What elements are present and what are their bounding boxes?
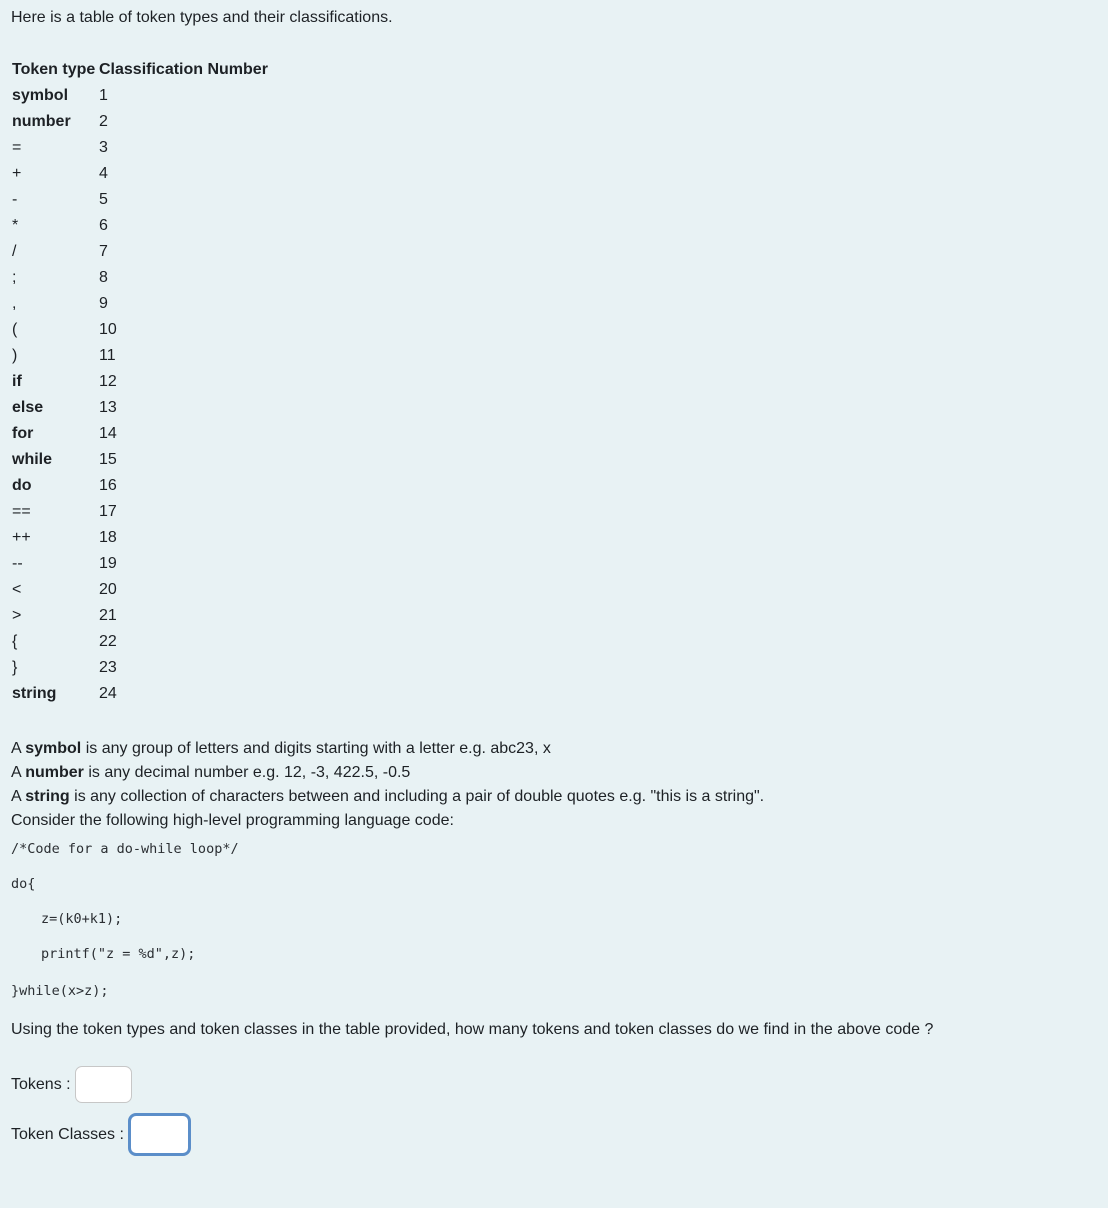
consider-text: Consider the following high-level programming language code: (11, 812, 454, 829)
token-type-cell: { (12, 633, 18, 650)
classification-number-cell: 2 (99, 113, 108, 130)
classification-number-cell: 7 (99, 243, 108, 260)
token-type-cell: - (12, 191, 18, 208)
token-type-cell: == (12, 503, 31, 520)
token-type-cell: while (12, 451, 53, 468)
token-type-cell: / (12, 243, 17, 260)
token-table-row (11, 655, 269, 681)
classification-number-cell: 23 (99, 659, 117, 676)
token-table-row (11, 629, 269, 655)
token-classes-input[interactable] (128, 1113, 191, 1156)
classification-number-cell: 4 (99, 165, 108, 182)
token-table-row (11, 213, 269, 239)
token-type-cell: * (12, 217, 19, 234)
token-table-row (11, 551, 269, 577)
token-table-row (11, 83, 269, 109)
definition-prefix: A (11, 764, 26, 781)
classification-number-cell: 5 (99, 191, 108, 208)
token-table-row (11, 681, 269, 707)
definition-text: is any collection of characters between and including a pair of double quotes e.g. "this is a string". (69, 788, 765, 805)
definition-term: symbol (25, 740, 82, 757)
tokens-label: Tokens : (11, 1075, 71, 1093)
token-type-cell: } (12, 659, 18, 676)
token-type-cell: ++ (12, 529, 31, 546)
classification-number-cell: 16 (99, 477, 117, 494)
classification-number-cell: 6 (99, 217, 108, 234)
token-type-cell: ; (12, 269, 17, 286)
token-classes-label: Token Classes : (11, 1125, 124, 1143)
token-table-row (11, 421, 269, 447)
definition-text: is any group of letters and digits starting with a letter e.g. abc23, x (81, 740, 551, 757)
column-header-token-type: Token type (12, 61, 96, 78)
token-table-row (11, 525, 269, 551)
token-type-cell: ) (12, 347, 18, 364)
classification-number-cell: 11 (99, 347, 116, 364)
classification-number-cell: 21 (99, 607, 117, 624)
classification-number-cell: 14 (99, 425, 117, 442)
token-type-cell: ( (12, 321, 18, 338)
classification-number-cell: 13 (99, 399, 117, 416)
token-type-cell: string (12, 685, 57, 702)
token-table (11, 57, 269, 707)
code-line-3: printf("z = %d",z); (41, 946, 196, 962)
classification-number-cell: 1 (99, 87, 108, 104)
token-table-row (11, 577, 269, 603)
definition-prefix: A (11, 788, 26, 805)
token-table-row (11, 603, 269, 629)
tokens-field-row (11, 1066, 1101, 1103)
token-table-row (11, 499, 269, 525)
token-type-cell: , (12, 295, 17, 312)
classification-number-cell: 8 (99, 269, 108, 286)
classification-number-cell: 9 (99, 295, 108, 312)
classification-number-cell: 22 (99, 633, 117, 650)
tokens-input[interactable] (75, 1066, 132, 1103)
classification-number-cell: 12 (99, 373, 117, 390)
definition-number (11, 761, 1101, 785)
classification-number-cell: 10 (99, 321, 117, 338)
intro-text: Here is a table of token types and their classifications. (11, 9, 393, 26)
token-type-cell: if (12, 373, 22, 390)
token-type-cell: else (12, 399, 44, 416)
token-type-cell: + (12, 165, 22, 182)
token-type-cell: = (12, 139, 22, 156)
code-line-2: z=(k0+k1); (41, 911, 123, 927)
definition-term: number (25, 764, 84, 781)
token-table-row (11, 109, 269, 135)
token-table-row (11, 291, 269, 317)
token-table-row (11, 447, 269, 473)
question-content (11, 8, 1101, 1156)
classification-number-cell: 3 (99, 139, 108, 156)
token-classes-field-row (11, 1113, 1101, 1156)
definition-text: is any decimal number e.g. 12, -3, 422.5, -0.5 (83, 764, 411, 781)
code-block (11, 841, 1101, 999)
definitions (11, 737, 1101, 833)
code-line-4: }while(x>z); (11, 983, 109, 999)
token-table-row (11, 317, 269, 343)
column-header-classification-number: Classification Number (99, 61, 268, 78)
token-table-header-row (11, 57, 269, 83)
token-type-cell: symbol (12, 87, 69, 104)
classification-number-cell: 20 (99, 581, 117, 598)
code-line-1: do{ (11, 876, 36, 892)
token-table-row (11, 161, 269, 187)
token-table-row (11, 395, 269, 421)
classification-number-cell: 15 (99, 451, 117, 468)
token-type-cell: for (12, 425, 34, 442)
definition-string (11, 785, 1101, 809)
classification-number-cell: 17 (99, 503, 117, 520)
token-table-row (11, 369, 269, 395)
definition-term: string (25, 788, 70, 805)
token-table-row (11, 343, 269, 369)
token-type-cell: > (12, 607, 22, 624)
definition-symbol (11, 737, 1101, 761)
classification-number-cell: 19 (99, 555, 117, 572)
token-type-cell: number (12, 113, 71, 130)
token-type-cell: -- (12, 555, 23, 572)
classification-number-cell: 24 (99, 685, 117, 702)
token-table-row (11, 239, 269, 265)
definition-prefix: A (11, 740, 26, 757)
token-table-row (11, 135, 269, 161)
token-type-cell: do (12, 477, 32, 494)
token-table-row (11, 265, 269, 291)
token-table-row (11, 473, 269, 499)
code-comment: /*Code for a do-while loop*/ (11, 841, 239, 857)
question-text: Using the token types and token classes in the table provided, how many tokens and token classes do we find in the above code ? (11, 1021, 934, 1038)
token-type-cell: < (12, 581, 22, 598)
token-table-body (11, 83, 269, 707)
token-table-row (11, 187, 269, 213)
classification-number-cell: 18 (99, 529, 117, 546)
